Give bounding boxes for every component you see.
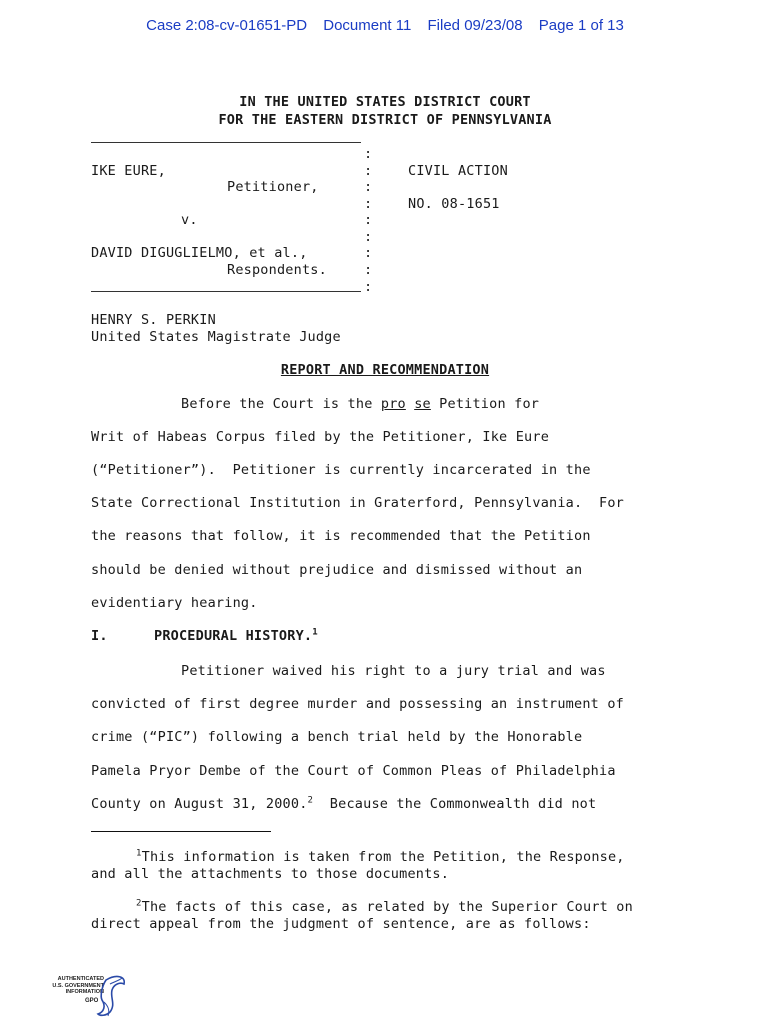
filing-header bbox=[0, 17, 770, 34]
page-number: Page 1 of 13 bbox=[538, 17, 624, 34]
report-title: REPORT AND RECOMMENDATION bbox=[280, 362, 490, 378]
seal-text: AUTHENTICATED U.S. GOVERNMENT INFORMATION bbox=[52, 976, 104, 995]
history-line-5: County on August 31, 2000.$^2$ Because the Commonwealth did not bbox=[91, 795, 597, 812]
colon: : bbox=[364, 163, 373, 179]
intro-line-7: evidentiary hearing. bbox=[91, 595, 258, 611]
case-number: Case 2:08-cv-01651-PD bbox=[146, 17, 308, 34]
footnote-2-line-2: direct appeal from the judgment of sentence, are as follows: bbox=[91, 916, 591, 932]
petitioner-role: Petitioner, bbox=[227, 179, 319, 195]
intro-line-5: the reasons that follow, it is recommended that the Petition bbox=[91, 528, 591, 544]
colon: : bbox=[364, 245, 373, 261]
gpo-authentication-seal bbox=[44, 972, 130, 1020]
civil-action-label: CIVIL ACTION bbox=[408, 163, 508, 179]
intro-line-4: State Correctional Institution in Graterford, Pennsylvania. For bbox=[91, 495, 624, 511]
colon: : bbox=[364, 212, 373, 228]
section-heading: PROCEDURAL HISTORY.$^1$ bbox=[154, 627, 318, 644]
colon: : bbox=[364, 262, 373, 278]
judge-title: United States Magistrate Judge bbox=[91, 329, 341, 345]
filed-date: Filed 09/23/08 bbox=[427, 17, 523, 34]
footnote-2-line-1: $^2$The facts of this case, as related by the Superior Court on bbox=[136, 898, 633, 915]
intro-line-6: should be denied without prejudice and dismissed without an bbox=[91, 562, 583, 578]
colon: : bbox=[364, 179, 373, 195]
history-line-2: convicted of first degree murder and possessing an instrument of bbox=[91, 696, 624, 712]
respondent-name: DAVID DIGUGLIELMO, et al., bbox=[91, 245, 308, 261]
court-title-line1: IN THE UNITED STATES DISTRICT COURT bbox=[239, 94, 531, 110]
history-line-1: Petitioner waived his right to a jury trial and was bbox=[181, 663, 606, 679]
eagle-icon bbox=[44, 972, 130, 1020]
footnote-ref-1: 1 bbox=[312, 627, 318, 638]
intro-line-3: (“Petitioner”). Petitioner is currently incarcerated in the bbox=[91, 462, 591, 478]
petitioner-name: IKE EURE, bbox=[91, 163, 166, 179]
intro-line-2: Writ of Habeas Corpus filed by the Petitioner, Ike Eure bbox=[91, 429, 550, 445]
history-line-3: crime (“PIC”) following a bench trial held by the Honorable bbox=[91, 729, 583, 745]
document-number: Document 11 bbox=[323, 17, 412, 34]
caption-top-rule bbox=[91, 142, 361, 143]
judge-name: HENRY S. PERKIN bbox=[91, 312, 216, 328]
colon: : bbox=[364, 279, 373, 295]
court-title-line2: FOR THE EASTERN DISTRICT OF PENNSYLVANIA bbox=[218, 112, 552, 128]
colon: : bbox=[364, 146, 373, 162]
gpo-label: GPO bbox=[85, 998, 99, 1004]
respondent-role: Respondents. bbox=[227, 262, 327, 278]
section-number: I. bbox=[91, 628, 108, 644]
colon: : bbox=[364, 196, 373, 212]
case-docket-number: NO. 08-1651 bbox=[408, 196, 500, 212]
caption-bottom-rule bbox=[91, 291, 361, 292]
footnote-1-line-1: $^1$This information is taken from the Petition, the Response, bbox=[136, 848, 625, 865]
footnote-ref-2: 2 bbox=[307, 795, 314, 806]
colon: : bbox=[364, 229, 373, 245]
footnote-separator bbox=[91, 831, 271, 832]
history-line-4: Pamela Pryor Dembe of the Court of Common Pleas of Philadelphia bbox=[91, 763, 616, 779]
versus: v. bbox=[181, 212, 198, 228]
intro-line-1: Before the Court is the pro se Petition for bbox=[181, 396, 540, 412]
footnote-1-line-2: and all the attachments to those documents. bbox=[91, 866, 450, 882]
